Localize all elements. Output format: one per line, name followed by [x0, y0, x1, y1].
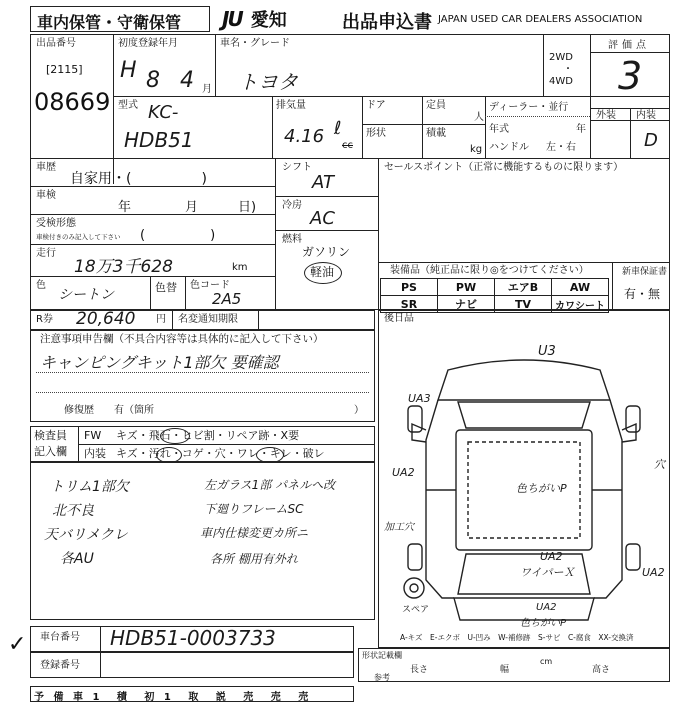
- dims-ref: 参考: [374, 673, 390, 682]
- mileage-label: 走行: [36, 248, 56, 259]
- acceptance-label: 受検形態: [36, 218, 76, 229]
- drive-2wd: 2WD: [549, 52, 573, 63]
- repair-label: 修復歴: [64, 405, 94, 416]
- legend-text: A-キズ E-エクボ U-凹み W-補修跡 S-サビ C-腐食 XX-交換済: [400, 633, 634, 642]
- dims-box: [358, 648, 670, 682]
- interior-label: 内装: [636, 110, 656, 121]
- color-code-value: 2A5: [212, 290, 242, 308]
- mark-bottom-center2: 色ちがいP: [520, 618, 567, 629]
- equip-pw: PW: [438, 279, 495, 296]
- divider: [275, 230, 378, 231]
- divider: [30, 158, 670, 159]
- bottom-item: 車: [72, 692, 83, 703]
- divider: [362, 96, 363, 158]
- equipment-table: [380, 278, 609, 313]
- registration-year: 8: [146, 68, 160, 93]
- divider: [36, 372, 369, 373]
- mark-left-top: UA3: [408, 392, 431, 405]
- equip-ps: PS: [381, 279, 438, 296]
- logo-text: JU: [222, 7, 242, 31]
- registration-era: H: [120, 58, 137, 83]
- checker-circle-1: [160, 428, 190, 444]
- divider: [378, 158, 379, 310]
- equip-aw: AW: [552, 279, 609, 296]
- car-body-right: [594, 400, 622, 598]
- mileage-unit: km: [232, 262, 248, 273]
- load-unit: kg: [470, 144, 483, 155]
- storage-label-box: [30, 6, 210, 32]
- spare-tire-hub: [410, 584, 418, 592]
- score-value: 3: [618, 54, 643, 98]
- mark-left-low: 加工穴: [384, 522, 414, 533]
- divider: [275, 196, 378, 197]
- divider: [30, 244, 275, 245]
- model-name-value: トヨタ: [238, 70, 298, 94]
- doors-label: ドア: [366, 100, 386, 111]
- color-code-label: 色コード: [190, 280, 230, 291]
- bottom-item: 説: [215, 692, 226, 703]
- shift-value: AT: [312, 172, 334, 193]
- divider: [485, 96, 486, 158]
- type-code-line2: HDB51: [124, 128, 194, 152]
- ju-logo: [222, 6, 287, 32]
- equip-tv: TV: [495, 296, 552, 313]
- dealer-year-unit: 年: [576, 124, 586, 135]
- registration-month: 4: [180, 68, 194, 93]
- inspection-label: 車検: [36, 190, 56, 201]
- model-name-label: 車名・グレード: [220, 38, 290, 49]
- divider: [30, 276, 275, 277]
- dims-form-label: 形状記載欄: [362, 651, 402, 660]
- acceptance-note: 車検付きのみ記入して下さい: [36, 233, 121, 241]
- warranty-value: 有・無: [624, 287, 661, 301]
- recycle-value: 20,640: [76, 309, 136, 329]
- handle-label: ハンドル: [489, 142, 529, 153]
- association-name: JAPAN USED CAR DEALERS ASSOCIATION: [438, 14, 643, 25]
- hw-col2-1: 左ガラス1部 パネルへ改: [204, 478, 336, 492]
- type-code-label: 型式: [118, 100, 138, 111]
- type-code-line1: KC-: [148, 102, 179, 123]
- handle-value: 左・右: [546, 142, 576, 153]
- color-label: 色: [36, 280, 46, 291]
- windshield: [458, 402, 590, 428]
- bottom-item: 取: [188, 692, 199, 703]
- hw-col1-4: 各AU: [60, 551, 94, 567]
- displacement-unit-l: ℓ: [334, 118, 342, 139]
- right-mirror: [622, 424, 636, 442]
- mileage-value: 18万3千628: [74, 257, 173, 277]
- displacement-unit-cc: cc: [342, 140, 353, 151]
- hw-col2-2: 下廻りフレームSC: [204, 502, 304, 516]
- aircon-value: AC: [310, 208, 335, 229]
- divider: [422, 96, 423, 158]
- divider: [543, 34, 544, 96]
- fuel-option2: 軽油: [310, 265, 335, 279]
- drive-4wd: 4WD: [549, 76, 573, 87]
- divider: [272, 96, 273, 158]
- divider: [485, 116, 590, 117]
- wheel-rl: [408, 544, 422, 570]
- dims-height: 高さ: [592, 665, 611, 675]
- divider: [36, 392, 369, 393]
- repair-close: ）: [354, 405, 364, 416]
- spare-tire: [404, 578, 424, 598]
- notes-label: 注意事項申告欄（不具合内容等は具体的に記入して下さい）: [40, 333, 324, 345]
- bottom-item: 1: [92, 692, 100, 703]
- acceptance-value: ( ): [140, 228, 216, 243]
- equipment-label: 装備品（純正品に限り◎をつけてください）: [390, 265, 589, 276]
- divider: [612, 262, 613, 310]
- chassis-label: 車台番号: [40, 632, 80, 643]
- displacement-value: 4.16: [284, 126, 325, 147]
- mark-right: 穴: [654, 458, 665, 471]
- registration-month-unit: 月: [202, 84, 212, 95]
- brand-name: 愛知: [250, 10, 287, 31]
- bottom-row-items: [34, 688, 308, 703]
- divider: [30, 186, 275, 187]
- fuel-option1: ガソリン: [302, 245, 351, 259]
- checker-circle-2: [156, 447, 182, 463]
- bottom-item: 売: [270, 692, 281, 703]
- mark-bottom1: UA2: [540, 550, 563, 563]
- dealer-label: ディーラー・並行: [489, 102, 569, 113]
- recycle-label: R券: [36, 314, 53, 325]
- divider: [590, 52, 670, 53]
- notes-handwritten: キャンピングキット1部欠 要確認: [40, 353, 279, 372]
- equip-leather: カワシート: [552, 296, 609, 313]
- color-change-label: 色替: [155, 281, 177, 294]
- divider: [113, 96, 670, 97]
- divider: [630, 108, 631, 158]
- divider: [590, 108, 670, 109]
- mark-bottom-center: UA2: [536, 602, 557, 613]
- capacity-label: 定員: [426, 100, 446, 111]
- equip-airbag: エアB: [495, 279, 552, 296]
- divider: [30, 214, 275, 215]
- inspection-day-unit: 日): [238, 200, 257, 215]
- bottom-item: 備: [53, 692, 64, 703]
- mark-left-mid: UA2: [392, 466, 415, 479]
- hw-col2-3: 車内仕様変更カ所ニ: [200, 526, 309, 540]
- hw-col1-2: 北不良: [52, 503, 94, 519]
- repair-value: 有（箇所: [114, 405, 154, 416]
- inspection-year-unit: 年: [118, 200, 132, 215]
- chassis-value: HDB51-0003733: [110, 626, 276, 650]
- equip-navi: ナビ: [438, 296, 495, 313]
- load-label: 積載: [426, 128, 446, 139]
- car-body-left: [426, 400, 454, 598]
- transfer-label: 名変通知期限: [178, 314, 238, 325]
- dealer-year-label: 年式: [489, 124, 509, 135]
- inspection-month-unit: 月: [185, 200, 199, 215]
- doc-title: 出品申込書: [342, 12, 432, 33]
- dims-width: 幅: [500, 665, 510, 675]
- warranty-label: 新車保証書: [622, 267, 668, 277]
- checker-row2: キズ・汚れ・コゲ・穴・ワレ・キレ・破レ: [116, 447, 325, 460]
- hw-col1-1: トリム1部欠: [50, 479, 129, 495]
- divider: [172, 310, 173, 330]
- fuel-circle: [304, 262, 342, 284]
- divider: [275, 158, 276, 310]
- capacity-unit: 人: [474, 112, 484, 123]
- bottom-item: 売: [298, 692, 309, 703]
- lot-small-code: [2115]: [46, 63, 83, 76]
- hw-col2-4: 各所 棚用有外れ: [210, 552, 298, 566]
- fuel-label: 燃料: [282, 234, 302, 245]
- interior-value: D: [644, 130, 658, 151]
- equip-sr: SR: [381, 296, 438, 313]
- mark-center: 色ちがいP: [516, 482, 567, 495]
- chassis-mark: ✓: [8, 632, 27, 657]
- bottom-item: 積: [116, 692, 127, 703]
- divider: [362, 124, 485, 125]
- divider: [78, 444, 375, 445]
- lot-label: 出品番号: [36, 38, 76, 49]
- divider: [185, 276, 186, 310]
- divider: [113, 34, 114, 184]
- color-value: シートン: [58, 287, 114, 303]
- bottom-item: 1: [163, 692, 171, 703]
- bottom-item: 初: [144, 692, 155, 703]
- displacement-label: 排気量: [276, 100, 306, 111]
- wheel-rr: [626, 544, 640, 570]
- lot-number: 08669: [34, 88, 111, 116]
- divider: [215, 34, 216, 96]
- divider: [150, 276, 151, 310]
- dims-length: 長さ: [410, 665, 429, 675]
- left-mirror: [412, 424, 426, 442]
- checker-row1: キズ・飛石・ヒビ割・リペア跡・X要: [116, 429, 300, 442]
- divider: [378, 262, 670, 263]
- recycle-unit: 円: [156, 314, 166, 325]
- checker-row1-prefix: FW: [84, 429, 102, 442]
- history-value: 自家用・( ): [70, 171, 207, 187]
- bottom-item: 予: [34, 692, 44, 703]
- dims-unit: cm: [540, 657, 553, 666]
- storage-label: 車内保管・守衛保管: [37, 13, 182, 32]
- bottom-item: 売: [243, 692, 254, 703]
- car-front-outline: [438, 360, 610, 400]
- mark-bottom-right: UA2: [642, 566, 665, 579]
- rear-seat-label: 後日品: [384, 313, 414, 324]
- sales-points-label: セールスポイント（正常に機能するものに限ります）: [384, 162, 624, 173]
- hw-col1-3: 天バリメクレ: [44, 527, 128, 543]
- history-label: 車歴: [36, 162, 56, 173]
- divider: [258, 310, 259, 330]
- registration-label: 初度登録年月: [118, 38, 178, 49]
- shift-label: シフト: [282, 162, 312, 173]
- mark-top: U3: [538, 344, 556, 359]
- reg-number-label: 登録番号: [40, 660, 80, 671]
- spare-label: スペア: [402, 605, 430, 615]
- mark-bottom2: ワイパーＸ: [520, 566, 575, 579]
- drive-dot: ・: [563, 64, 573, 75]
- checker-label1: 検査員: [34, 429, 67, 442]
- checker-label2: 記入欄: [34, 445, 67, 458]
- checker-row2-prefix: 内装: [84, 447, 106, 460]
- exterior-label: 外装: [596, 110, 616, 121]
- score-label: 評価点: [608, 40, 650, 51]
- shape-label: 形状: [366, 128, 386, 139]
- checker-circle-3: [256, 447, 284, 463]
- aircon-label: 冷房: [282, 200, 302, 211]
